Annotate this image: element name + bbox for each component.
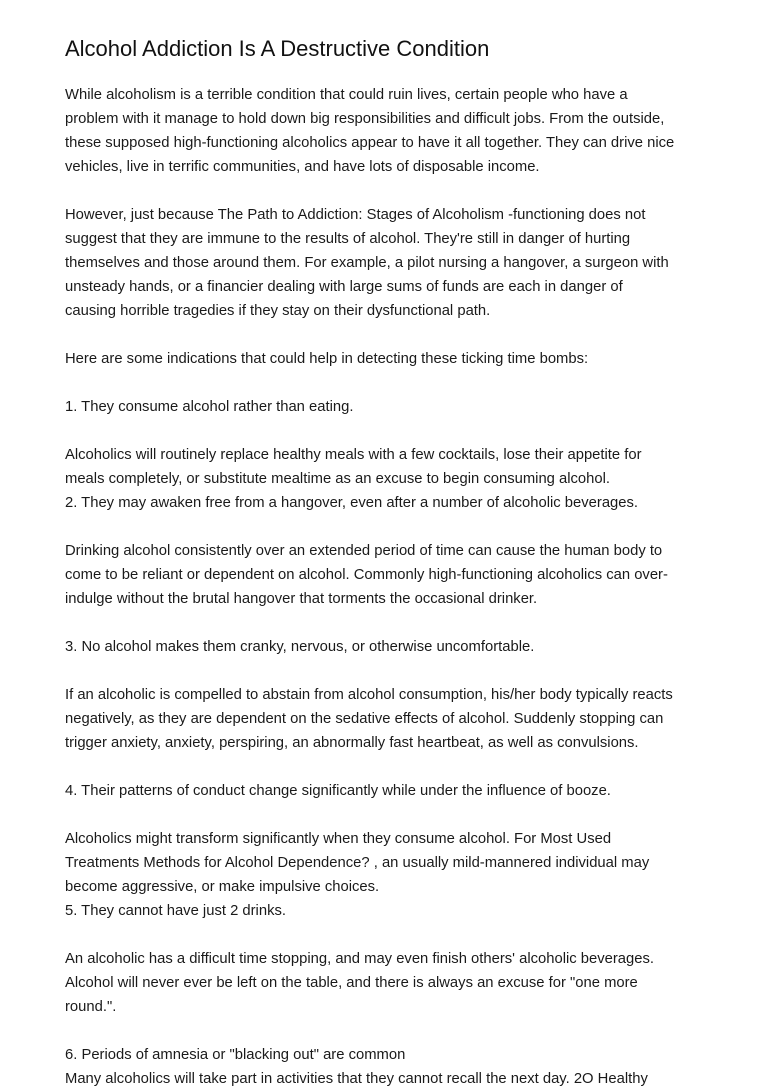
text-line: meals completely, or substitute mealtime as an excuse to begin consuming alcohol. [65, 471, 611, 487]
paragraph [65, 683, 715, 755]
paragraph-gap [65, 179, 715, 203]
paragraph-gap [65, 755, 715, 779]
paragraph [65, 539, 715, 611]
text-line: suggest that they are immune to the results of alcohol. They're still in danger of hurting [65, 231, 631, 247]
text-line: themselves and those around them. For example, a pilot nursing a hangover, a surgeon with [65, 255, 669, 271]
paragraph-gap [65, 1019, 715, 1043]
text-line: If an alcoholic is compelled to abstain from alcohol consumption, his/her body typically reacts [65, 687, 673, 703]
text-line: 4. Their patterns of conduct change significantly while under the influence of booze. [65, 783, 611, 799]
paragraph-gap [65, 515, 715, 539]
paragraph [65, 203, 715, 323]
text-line: 1. They consume alcohol rather than eating. [65, 399, 354, 415]
text-line: indulge without the brutal hangover that torments the occasional drinker. [65, 591, 538, 607]
section-heading [65, 395, 715, 419]
text-line: causing horrible tragedies if they stay on their dysfunctional path. [65, 303, 491, 319]
paragraph-gap [65, 923, 715, 947]
text-line: 3. No alcohol makes them cranky, nervous, or otherwise uncomfortable. [65, 639, 535, 655]
text-line: trigger anxiety, anxiety, perspiring, an abnormally fast heartbeat, as well as convulsions. [65, 735, 639, 751]
paragraph-gap [65, 659, 715, 683]
text-line: Here are some indications that could help in detecting these ticking time bombs: [65, 351, 589, 367]
paragraph [65, 83, 715, 179]
text-line: Alcohol will never ever be left on the table, and there is always an excuse for "one more [65, 975, 638, 991]
text-line: unsteady hands, or a financier dealing with large sums of funds are each in danger of [65, 279, 623, 295]
text-line: Many alcoholics will take part in activities that they cannot recall the next day. 2O Healthy [65, 1071, 648, 1087]
text-line: 6. Periods of amnesia or "blacking out" are common [65, 1047, 406, 1063]
text-line: vehicles, live in terrific communities, and have lots of disposable income. [65, 159, 540, 175]
text-line: However, just because The Path to Addiction: Stages of Alcoholism -functioning does not [65, 207, 646, 223]
text-line: negatively, as they are dependent on the sedative effects of alcohol. Suddenly stopping can [65, 711, 664, 727]
paragraph-gap [65, 371, 715, 395]
text-line: these supposed high-functioning alcoholics appear to have it all together. They can drive nice [65, 135, 675, 151]
paragraph [65, 827, 715, 923]
text-line: Alcoholics will routinely replace healthy meals with a few cocktails, lose their appetite for [65, 447, 642, 463]
paragraph [65, 443, 715, 515]
paragraph-gap [65, 323, 715, 347]
text-line: become aggressive, or make impulsive choices. [65, 879, 380, 895]
text-line: Alcoholics might transform significantly when they consume alcohol. For Most Used [65, 831, 612, 847]
text-line: While alcoholism is a terrible condition that could ruin lives, certain people who have a [65, 87, 628, 103]
section-heading [65, 635, 715, 659]
paragraph-gap [65, 803, 715, 827]
text-line: round.". [65, 999, 117, 1015]
text-line: 5. They cannot have just 2 drinks. [65, 903, 286, 919]
text-line: 2. They may awaken free from a hangover, even after a number of alcoholic beverages. [65, 495, 639, 511]
document-title: Alcohol Addiction Is A Destructive Condition [65, 36, 490, 61]
document-body [65, 83, 715, 1091]
text-line: Drinking alcohol consistently over an extended period of time can cause the human body to [65, 543, 663, 559]
text-line: come to be reliant or dependent on alcohol. Commonly high-functioning alcoholics can over- [65, 567, 668, 583]
paragraph-gap [65, 611, 715, 635]
paragraph-gap [65, 419, 715, 443]
paragraph [65, 347, 715, 371]
section-heading [65, 779, 715, 803]
text-line: problem with it manage to hold down big responsibilities and difficult jobs. From the outside, [65, 111, 665, 127]
text-line: Treatments Methods for Alcohol Dependence? , an usually mild-mannered individual may [65, 855, 650, 871]
paragraph [65, 947, 715, 1019]
text-line: An alcoholic has a difficult time stopping, and may even finish others' alcoholic beverages. [65, 951, 655, 967]
document-page [65, 34, 715, 1091]
paragraph [65, 1043, 715, 1091]
